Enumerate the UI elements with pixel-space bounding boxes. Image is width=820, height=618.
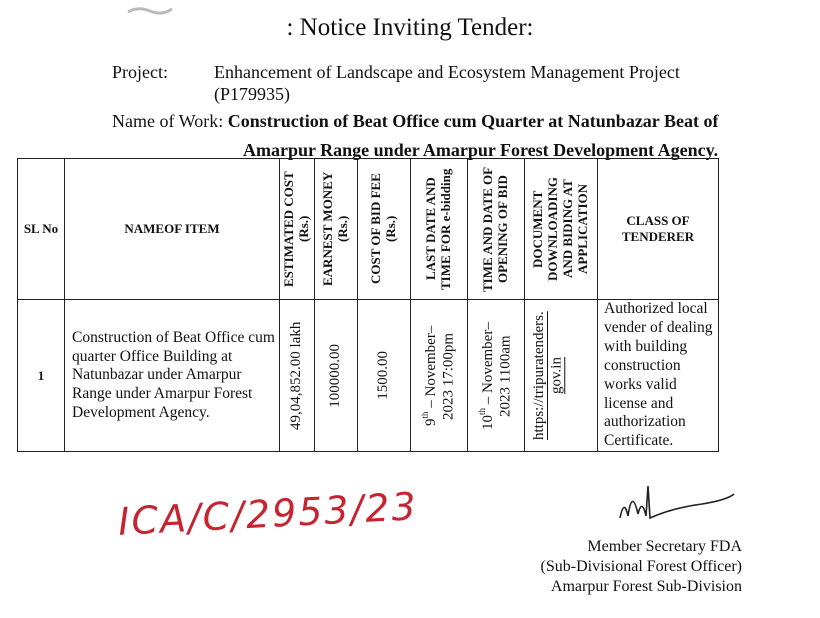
header-document-text: DOCUMENT DOWNLOADING AND BIDING AT APPLICATION — [530, 177, 590, 282]
table-header-row — [18, 159, 719, 300]
header-bid-fee — [358, 159, 411, 300]
signatory-office: (Sub-Divisional Forest Officer) — [540, 558, 742, 575]
project-label: Project: — [112, 62, 168, 82]
last-date-rest: – November– 2023 17:00pm — [423, 325, 457, 420]
last-date-day: 9 — [423, 418, 440, 426]
header-earnest-money-text: EARNEST MONEY (Rs.) — [320, 171, 350, 287]
cell-sl-no: 1 — [18, 300, 65, 452]
cell-class-of-tenderer: Authorized local vender of dealing with building construction works valid license and authorization Certificate. — [598, 300, 719, 452]
cell-document-link — [525, 300, 598, 452]
cell-last-date-text — [420, 310, 458, 442]
cell-opening-date — [468, 300, 525, 452]
cell-estimated-cost-text: 49,04,852.00 lakh — [288, 321, 305, 430]
header-last-date-text: LAST DATE AND TIME FOR e-bidding — [423, 168, 453, 290]
cell-opening-date-text — [477, 310, 515, 442]
table-row — [18, 300, 719, 452]
header-name-of-item: NAMEOF ITEM — [65, 159, 280, 300]
header-sl-no: SL No — [18, 159, 65, 300]
signature-icon — [612, 478, 742, 538]
header-bid-fee-text: COST OF BID FEE (Rs.) — [368, 173, 398, 285]
cell-name-of-item: Construction of Beat Office cum quarter Office Building at Natunbazar under Amarpur Range under Amarpur Forest Development Agency. — [65, 300, 280, 452]
project-code: (P179935) — [214, 84, 290, 104]
last-date-suffix: th — [420, 411, 431, 419]
cell-bid-fee — [358, 300, 411, 452]
work-value-line1: Construction of Beat Office cum Quarter at Natunbazar Beat of — [227, 111, 719, 131]
header-earnest-money — [315, 159, 358, 300]
work-name-line1 — [112, 111, 718, 132]
handwritten-reference: ICA/C/2953/23 — [117, 484, 419, 544]
header-opening-date — [468, 159, 525, 300]
header-document — [525, 159, 598, 300]
signatory-division: Amarpur Forest Sub-Division — [550, 578, 742, 595]
header-opening-date-text: TIME AND DATE OF OPENING OF BID — [480, 166, 510, 292]
cell-last-date — [411, 300, 468, 452]
signatory-designation: Member Secretary FDA — [587, 538, 742, 555]
project-name: Enhancement of Landscape and Ecosystem Management Project — [214, 62, 680, 82]
tender-table — [17, 158, 719, 452]
work-label: Name of Work: — [112, 111, 224, 131]
header-estimated-cost — [280, 159, 315, 300]
opening-day: 10 — [480, 414, 497, 430]
cell-earnest-money-text: 100000.00 — [327, 343, 344, 408]
opening-rest: – November– 2023 1100am — [480, 321, 514, 417]
page-title: : Notice Inviting Tender: — [286, 14, 534, 41]
document-download-link[interactable]: https://tripuratenders.gov.in — [531, 311, 565, 440]
work-value-line2: Amarpur Range under Amarpur Forest Development Agency. — [243, 140, 719, 160]
cell-earnest-money — [315, 300, 358, 452]
cell-bid-fee-text: 1500.00 — [375, 351, 392, 400]
cell-estimated-cost — [280, 300, 315, 452]
header-class-of-tenderer: CLASS OF TENDERER — [598, 159, 719, 300]
header-estimated-cost-text: ESTIMATED COST (Rs.) — [281, 171, 311, 287]
opening-suffix: th — [477, 407, 488, 415]
header-last-date — [411, 159, 468, 300]
